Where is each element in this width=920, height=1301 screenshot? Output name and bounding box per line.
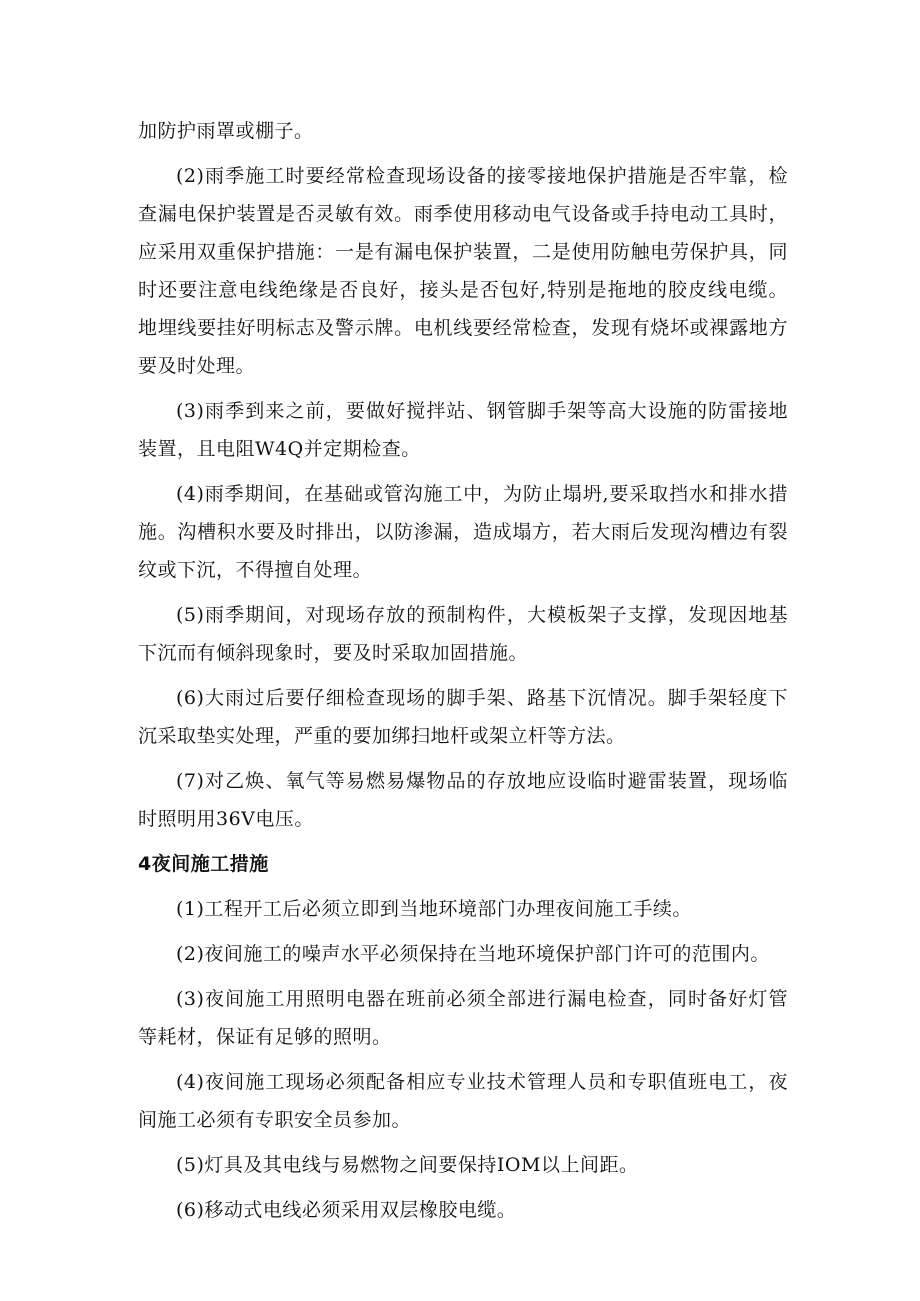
paragraph-item-2: (2)雨季施工时要经常检查现场设备的接零接地保护措施是否牢靠，检查漏电保护装置是否灵敏有效。雨季使用移动电气设备或手持电动工具时，应采用双重保护措施：一是有漏电保护装置，二是使用防触电劳保护具，同时还要注意电线绝缘是否良好，接头是否包好,特别是拖地的胶皮线电缆。地埋线要挂好明标志及警示牌。电机线要经常检查，发现有烧坏或裸露地方要及时处理。 [138,165,788,377]
paragraph-item-6: (6)大雨过后要仔细检查现场的脚手架、路基下沉情况。脚手架轻度下沉采取垫实处理，严重的要加绑扫地杆或架立杆等方法。 [138,687,788,747]
paragraph-item-7: (7)对乙焕、氧气等易燃易爆物品的存放地应设临时避雷装置，现场临时照明用36V电压。 [138,770,788,830]
night-item-3: (3)夜间施工用照明电器在班前必须全部进行漏电检查，同时备好灯管等耗材，保证有足够的照明。 [138,988,788,1048]
paragraph-item-5: (5)雨季期间，对现场存放的预制构件，大模板架子支撑，发现因地基下沉而有倾斜现象时，要及时采取加固措施。 [138,604,788,664]
paragraph-continuation: 加防护雨罩或棚子。 [138,120,314,142]
night-item-2: (2)夜间施工的噪声水平必须保持在当地环境保护部门许可的范围内。 [176,943,770,965]
paragraph-item-3: (3)雨季到来之前，要做好搅拌站、钢管脚手架等高大设施的防雷接地装置，且电阻W4Q并定期检查。 [138,400,788,460]
night-item-4: (4)夜间施工现场必须配备相应专业技术管理人员和专职值班电工，夜间施工必须有专职安全员参加。 [138,1071,788,1131]
section-heading: 4夜间施工措施 [138,853,269,875]
night-item-5: (5)灯具及其电线与易燃物之间要保持IOM以上间距。 [176,1154,639,1176]
paragraph-item-4: (4)雨季期间，在基础或管沟施工中，为防止塌坍,要采取挡水和排水措施。沟槽积水要及时排出，以防渗漏，造成塌方，若大雨后发现沟槽边有裂纹或下沉，不得擅自处理。 [138,483,788,581]
night-item-1: (1)工程开工后必须立即到当地环境部门办理夜间施工手续。 [176,898,692,920]
night-item-6: (6)移动式电线必须采用双层橡胶电缆。 [176,1199,517,1221]
document-body [138,112,788,1236]
